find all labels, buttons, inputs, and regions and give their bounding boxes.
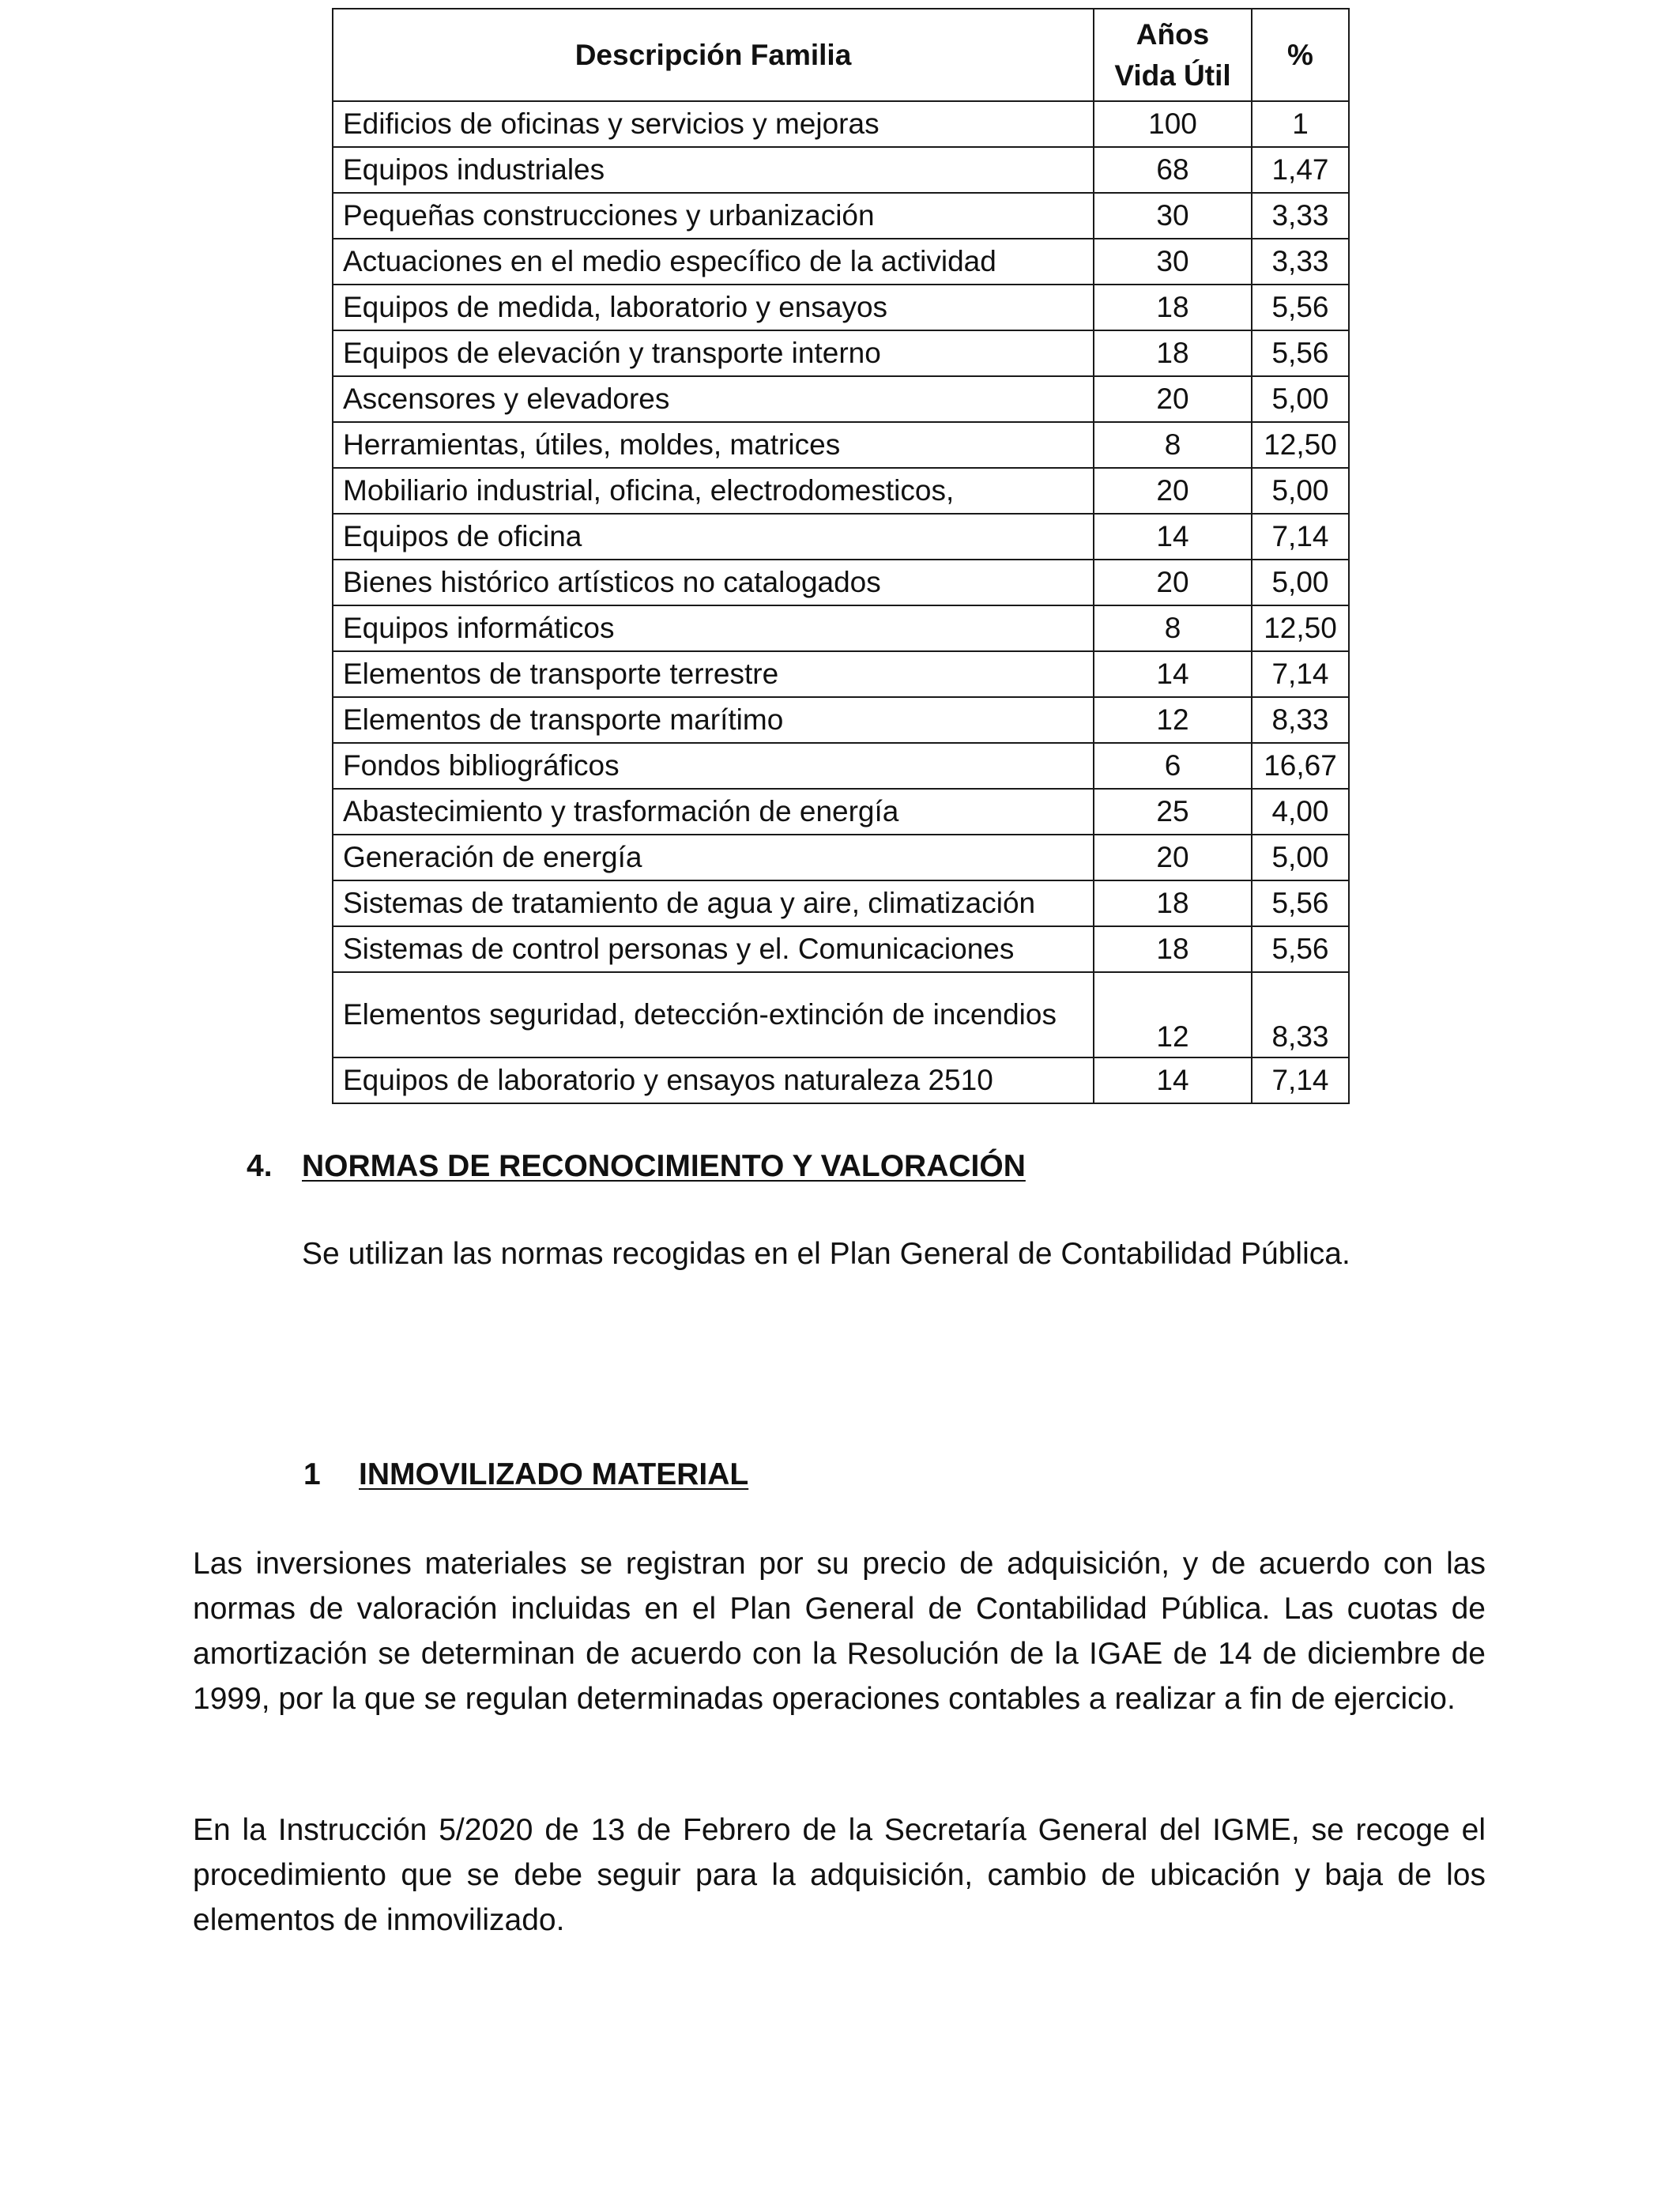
table-row — [333, 651, 1349, 697]
table-row — [333, 926, 1349, 972]
row-description: Actuaciones en el medio específico de la actividad — [333, 239, 1094, 285]
row-years: 20 — [1094, 835, 1252, 880]
row-description: Elementos seguridad, detección-extinción de incendios — [333, 972, 1094, 1057]
row-description: Sistemas de tratamiento de agua y aire, climatización — [333, 880, 1094, 926]
row-percent: 12,50 — [1252, 422, 1349, 468]
section-heading-normas — [247, 1148, 1026, 1186]
table-row — [333, 880, 1349, 926]
row-percent: 3,33 — [1252, 193, 1349, 239]
row-years: 25 — [1094, 789, 1252, 835]
row-percent: 5,00 — [1252, 835, 1349, 880]
row-percent: 7,14 — [1252, 514, 1349, 560]
section-title: INMOVILIZADO MATERIAL — [359, 1457, 749, 1491]
row-description: Elementos de transporte marítimo — [333, 697, 1094, 743]
table-row — [333, 101, 1349, 147]
header-years — [1094, 9, 1252, 101]
row-percent: 5,00 — [1252, 376, 1349, 422]
row-percent: 7,14 — [1252, 1057, 1349, 1103]
table-row — [333, 1057, 1349, 1103]
row-years: 8 — [1094, 422, 1252, 468]
row-years: 30 — [1094, 239, 1252, 285]
table-row — [333, 605, 1349, 651]
row-description: Generación de energía — [333, 835, 1094, 880]
row-description: Ascensores y elevadores — [333, 376, 1094, 422]
table-row — [333, 697, 1349, 743]
row-percent: 16,67 — [1252, 743, 1349, 789]
table-row — [333, 835, 1349, 880]
table-row — [333, 239, 1349, 285]
instruccion-paragraph: En la Instrucción 5/2020 de 13 de Febrero de la Secretaría General del IGME, se recoge el procedimiento que se debe seguir para la adquisición, cambio de ubicación y baja de los elementos de inmovilizado. — [193, 1813, 1486, 1937]
header-percent — [1252, 9, 1349, 101]
inversiones-paragraph: Las inversiones materiales se registran por su precio de adquisición, y de acuerdo con las normas de valoración incluidas en el Plan General de Contabilidad Pública. Las cuotas de amortización se determinan de acuerdo con la Resolución de la IGAE de 14 de diciembre de 1999, por la que se regulan determinadas operaciones contables a realizar a fin de ejercicio. — [193, 1547, 1486, 1716]
row-percent: 1 — [1252, 101, 1349, 147]
row-description: Bienes histórico artísticos no catalogados — [333, 560, 1094, 605]
row-years: 14 — [1094, 1057, 1252, 1103]
row-years: 18 — [1094, 285, 1252, 330]
section-number: 1 — [303, 1457, 321, 1491]
row-percent: 5,56 — [1252, 330, 1349, 376]
row-percent: 8,33 — [1252, 972, 1349, 1057]
row-percent: 1,47 — [1252, 147, 1349, 193]
row-years: 20 — [1094, 560, 1252, 605]
table-row — [333, 422, 1349, 468]
row-description: Equipos de elevación y transporte interno — [333, 330, 1094, 376]
table-row — [333, 743, 1349, 789]
row-percent: 12,50 — [1252, 605, 1349, 651]
row-years: 14 — [1094, 651, 1252, 697]
row-percent: 3,33 — [1252, 239, 1349, 285]
table-row — [333, 147, 1349, 193]
header-description — [333, 9, 1094, 101]
table-row — [333, 514, 1349, 560]
section-heading-inmovilizado — [303, 1456, 748, 1494]
row-percent: 8,33 — [1252, 697, 1349, 743]
row-years: 12 — [1094, 697, 1252, 743]
table-header-row — [333, 9, 1349, 101]
row-years: 14 — [1094, 514, 1252, 560]
row-years: 30 — [1094, 193, 1252, 239]
row-years: 100 — [1094, 101, 1252, 147]
table-row — [333, 560, 1349, 605]
row-description: Elementos de transporte terrestre — [333, 651, 1094, 697]
row-percent: 7,14 — [1252, 651, 1349, 697]
row-percent: 5,56 — [1252, 285, 1349, 330]
row-description: Edificios de oficinas y servicios y mejoras — [333, 101, 1094, 147]
table-row — [333, 972, 1349, 1057]
row-years: 20 — [1094, 468, 1252, 514]
row-description: Equipos de laboratorio y ensayos naturaleza 2510 — [333, 1057, 1094, 1103]
row-percent: 5,56 — [1252, 926, 1349, 972]
row-years: 68 — [1094, 147, 1252, 193]
row-description: Equipos industriales — [333, 147, 1094, 193]
row-years: 8 — [1094, 605, 1252, 651]
row-years: 20 — [1094, 376, 1252, 422]
table-row — [333, 376, 1349, 422]
row-description: Fondos bibliográficos — [333, 743, 1094, 789]
row-percent: 4,00 — [1252, 789, 1349, 835]
table-row — [333, 285, 1349, 330]
row-percent: 5,00 — [1252, 468, 1349, 514]
table-row — [333, 468, 1349, 514]
table-row — [333, 193, 1349, 239]
row-description: Pequeñas construcciones y urbanización — [333, 193, 1094, 239]
row-years: 18 — [1094, 880, 1252, 926]
table-row — [333, 789, 1349, 835]
row-description: Sistemas de control personas y el. Comunicaciones — [333, 926, 1094, 972]
row-years: 18 — [1094, 330, 1252, 376]
header-years-line1: Años — [1136, 17, 1210, 51]
table-row — [333, 330, 1349, 376]
section-title: NORMAS DE RECONOCIMIENTO Y VALORACIÓN — [302, 1149, 1026, 1183]
row-years: 12 — [1094, 972, 1252, 1057]
row-years: 6 — [1094, 743, 1252, 789]
header-years-line2: Vida Útil — [1114, 58, 1231, 92]
row-percent: 5,00 — [1252, 560, 1349, 605]
row-description: Equipos de medida, laboratorio y ensayos — [333, 285, 1094, 330]
header-description-label: Descripción Familia — [574, 38, 852, 71]
row-description: Equipos de oficina — [333, 514, 1094, 560]
row-percent: 5,56 — [1252, 880, 1349, 926]
row-description: Equipos informáticos — [333, 605, 1094, 651]
row-years: 18 — [1094, 926, 1252, 972]
row-description: Mobiliario industrial, oficina, electrodomesticos, — [333, 468, 1094, 514]
useful-life-table — [332, 8, 1350, 1104]
header-percent-label: % — [1287, 38, 1313, 71]
row-description: Abastecimiento y trasformación de energía — [333, 789, 1094, 835]
normas-paragraph: Se utilizan las normas recogidas en el Plan General de Contabilidad Pública. — [302, 1237, 1350, 1271]
row-description: Herramientas, útiles, moldes, matrices — [333, 422, 1094, 468]
section-number: 4. — [247, 1149, 273, 1183]
